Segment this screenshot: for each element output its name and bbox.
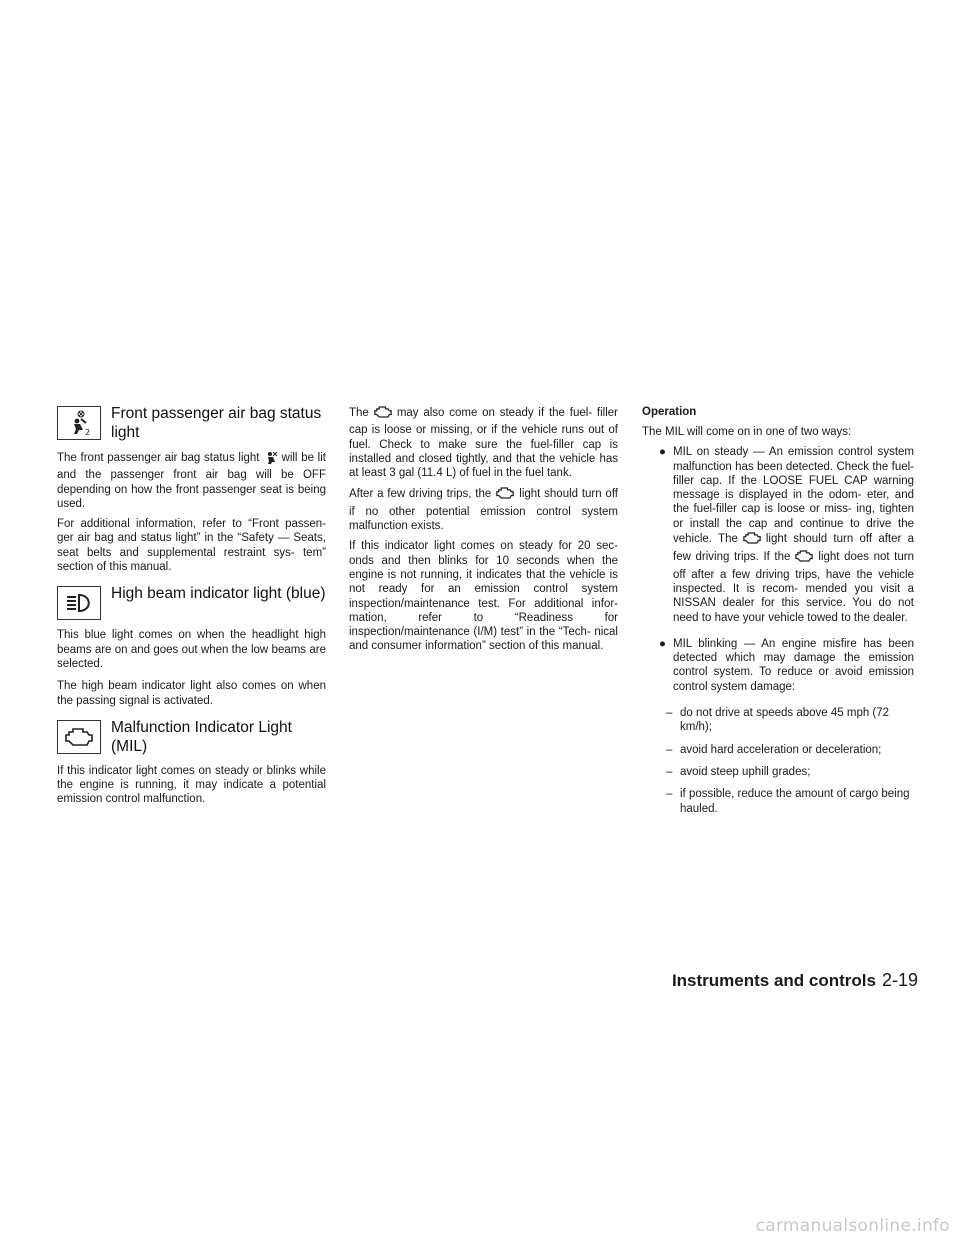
page-number: 2-19 <box>881 970 918 990</box>
dash-text: do not drive at speeds above 45 mph (72 km/h); <box>680 707 890 734</box>
bullet-mark: ● <box>659 446 666 459</box>
dash-item <box>666 765 914 779</box>
mil-paragraph-1: If this indicator light comes on steady or blinks while the engine is running, it may indicate a potential emission control malfunction. <box>57 764 326 806</box>
dash-mark: – <box>666 765 673 778</box>
right-column <box>642 405 914 824</box>
page-footer <box>672 970 918 991</box>
bullet-mark: ● <box>659 637 666 650</box>
mil-title: Malfunction Indicator Light (MIL) <box>111 718 292 755</box>
mil-paragraph-4: If this indicator light comes on steady for 20 sec- onds and then blinks for 10 seconds when the engine is not running, it indicates that the vehicle is not ready for an emission control system inspection/maintenance test. For additional infor- mation, refer to “Readiness for inspection/maintenance (I/M) test” in the “Tech- nical and consumer information” section of this manual. <box>349 540 618 653</box>
check-engine-inline-icon <box>742 531 762 549</box>
dash-item <box>666 706 914 735</box>
dash-item <box>666 743 914 757</box>
highbeam-paragraph-1: This blue light comes on when the headlight high beams are on and goes out when the low beams are selected. <box>57 629 326 670</box>
check-engine-icon <box>57 720 101 754</box>
check-engine-inline-icon <box>794 549 814 567</box>
passenger-airbag-inline-icon <box>264 450 278 468</box>
operation-intro: The MIL will come on in one of two ways: <box>642 426 852 438</box>
left-column <box>57 400 326 813</box>
passenger-airbag-off-icon <box>57 406 101 440</box>
bullet-text: MIL blinking — An engine misfire has been detected which may damage the emission control system. To reduce or avoid emission control system damage: <box>673 637 914 693</box>
highbeam-title: High beam indicator light (blue) <box>111 585 326 603</box>
high-beam-icon <box>57 586 101 620</box>
bullet-text: MIL on steady — An emission control system malfunction has been detected. Check the fuel-filler cap. If the LOOSE FUEL CAP warning message is displayed in the odom- eter, and the fuel-filler cap is loose or miss- ing, tighten or install the cap and continue to drive the vehicle. The light should turn off after a few driving trips. If the light does not turn off after a few driving trips, have the vehicle inspected. It is recom- mended you visit a NISSAN dealer for this service. You do not need to have your vehicle towed to the dealer. <box>673 446 915 624</box>
mil-heading <box>57 718 326 756</box>
operation-heading: Operation <box>642 406 697 418</box>
dash-mark: – <box>666 707 673 720</box>
airbag-heading <box>57 404 326 442</box>
watermark: carmanualsonline.info <box>755 1216 950 1236</box>
mil-paragraph-2: The may also come on steady if the fuel- filler cap is loose or missing, or if the vehicle runs out of fuel. Check to make sure the fuel-filler cap is installed and closed tightly, and that the vehicle has at least 3 gal (11.4 L) of fuel in the fuel tank. <box>349 407 618 480</box>
airbag-paragraph-1: The front passenger air bag status light will be lit and the passenger front air bag will be OFF depending on how the front passenger seat is being used. <box>57 452 326 510</box>
bullet-item <box>642 637 914 698</box>
dash-text: avoid steep uphill grades; <box>680 765 811 778</box>
check-engine-inline-icon <box>495 486 515 504</box>
dash-mark: – <box>666 788 673 801</box>
dash-text: if possible, reduce the amount of cargo being hauled. <box>680 788 910 815</box>
svg-text:2: 2 <box>85 428 91 437</box>
dash-text: avoid hard acceleration or deceleration; <box>680 743 882 756</box>
highbeam-paragraph-2: The high beam indicator light also comes on when the passing signal is activated. <box>57 680 326 707</box>
middle-column <box>349 405 618 660</box>
mil-paragraph-3: After a few driving trips, the light should turn off if no other potential emission control system malfunction exists. <box>349 488 619 533</box>
check-engine-inline-icon <box>373 405 393 423</box>
section-title: Instruments and controls <box>671 971 876 990</box>
highbeam-heading <box>57 584 326 620</box>
airbag-title: Front passenger air bag status light <box>111 405 322 441</box>
airbag-paragraph-2: For additional information, refer to “Front passen- ger air bag and status light” in the “Safety — Seats, seat belts and supplemental restraint sys- tem” section of this manual. <box>57 518 326 574</box>
dash-item <box>666 787 914 816</box>
dash-mark: – <box>666 743 673 756</box>
bullet-item <box>642 445 914 629</box>
